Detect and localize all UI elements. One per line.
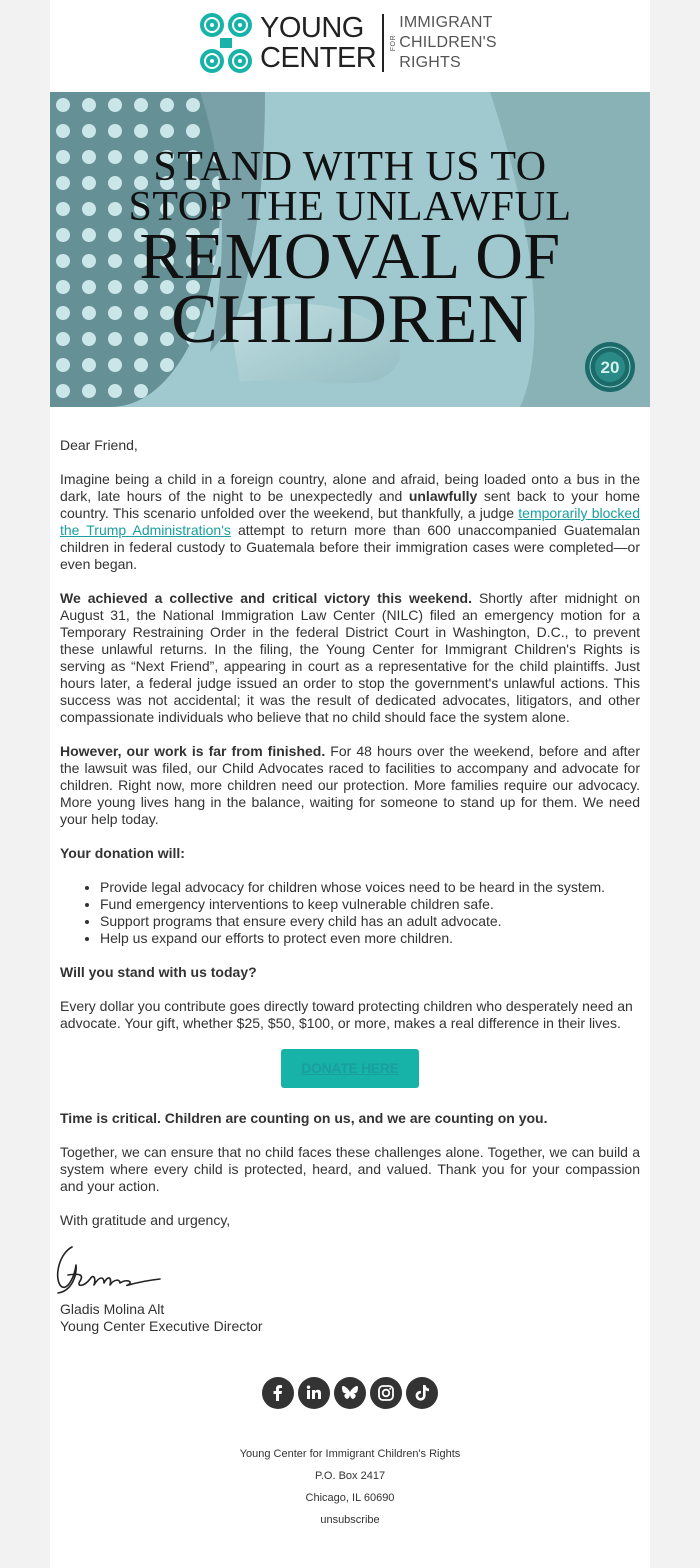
anniversary-seal-icon xyxy=(584,341,636,393)
bluesky-icon xyxy=(340,1383,360,1403)
p3-bold: However, our work is far from finished. xyxy=(60,743,326,759)
logo-name-line1: YOUNG xyxy=(260,12,364,44)
letter-content xyxy=(60,437,640,1335)
p3-text: For 48 hours over the weekend, before and after the lawsuit was filed, our Child Advocates raced to facilities to accompany and advocate for children. Right now, more children need our protection. More families require our advocacy. More young lives hang in the balance, waiting for someone to stand up for them. We need your help today. xyxy=(60,743,640,827)
instagram-icon xyxy=(376,1383,396,1403)
hero-banner[interactable] xyxy=(50,92,650,407)
critical-text: Time is critical. Children are counting on us, and we are counting on you. xyxy=(60,1110,548,1126)
paragraph-work xyxy=(60,743,640,828)
donation-heading xyxy=(60,845,640,862)
young-center-logo[interactable] xyxy=(198,10,497,76)
paragraph-intro xyxy=(60,471,640,573)
logo-for: FOR xyxy=(390,34,398,52)
list-item: • Fund emergency interventions to keep vulnerable children safe. xyxy=(100,896,640,913)
p2-text: Shortly after midnight on August 31, the National Immigration Law Center (NILC) filed an emergency motion for a Temporary Restraining Order in the federal District Court in Washington, D.C., to prevent these unlawful returns. In the filing, the Young Center for Immigrant Children's Rights is serving as “Next Friend”, appearing in court as a representative for the child plaintiffs. Just hours later, a federal judge issued an order to stop the government's unlawful actions. This success was not accidental; it was the result of dedicated advocates, litigators, and other compassionate individuals who believe that no child should face the system alone. xyxy=(60,590,640,725)
p1-text-b: sent back to your home country. This scenario unfolded over the weekend, but thankfully, a judge xyxy=(60,488,640,521)
hero-line-4: CHILDREN xyxy=(171,281,529,358)
tiktok-icon xyxy=(412,1383,432,1403)
donation-list xyxy=(100,879,640,947)
logo-divider xyxy=(382,14,384,72)
linkedin-icon xyxy=(304,1383,324,1403)
instagram-link[interactable] xyxy=(370,1377,402,1409)
donation-heading-text: Your donation will: xyxy=(60,845,185,861)
paragraph-together: Together, we can ensure that no child faces these challenges alone. Together, we can build a system where every child is protected, heard, and valued. Thank you for your compassion and your action. xyxy=(60,1144,640,1194)
footer-city: Chicago, IL 60690 xyxy=(305,1492,395,1504)
court-ruling-link[interactable]: temporarily blocked the Trump Administration's xyxy=(60,505,640,538)
social-links xyxy=(50,1377,650,1409)
p1-text-c: attempt to return more than 600 unaccompanied Guatemalan children in federal custody to Guatemala before their immigration cases were completed—or even began. xyxy=(60,522,640,572)
logo-wordmark xyxy=(260,13,376,73)
footer-po-box: P.O. Box 2417 xyxy=(314,1470,386,1482)
list-item: • Help us expand our efforts to protect even more children. xyxy=(100,930,640,947)
linkedin-link[interactable] xyxy=(298,1377,330,1409)
signer-name: Gladis Molina Alt xyxy=(60,1301,165,1317)
hero-line-2: STOP THE UNLAWFUL xyxy=(128,184,572,230)
stand-heading-text: Will you stand with us today? xyxy=(60,964,257,980)
critical-statement xyxy=(60,1110,640,1127)
facebook-icon xyxy=(268,1383,288,1403)
seal-number: 20 xyxy=(600,358,620,377)
logo-sub-line3: RIGHTS xyxy=(399,54,461,71)
footer-org: Young Center for Immigrant Children's Rights xyxy=(239,1448,461,1460)
list-item: • Provide legal advocacy for children whose voices need to be heard in the system. xyxy=(100,879,640,896)
hero-headline xyxy=(50,144,650,358)
paragraph-victory xyxy=(60,590,640,726)
logo-name-line2: CENTER xyxy=(260,42,377,74)
footer xyxy=(50,1443,650,1531)
email-body xyxy=(50,0,650,1568)
tiktok-link[interactable] xyxy=(406,1377,438,1409)
p1-text-a: Imagine being a child in a foreign country, alone and afraid, being loaded onto a bus in the dark, late hours of the night to be unexpectedly and xyxy=(60,471,640,504)
p2-bold: We achieved a collective and critical victory this weekend. xyxy=(60,590,472,606)
signer-title: Young Center Executive Director xyxy=(60,1318,263,1334)
donate-wrap xyxy=(60,1049,640,1088)
paragraph-gift: Every dollar you contribute goes directly toward protecting children who desperately need an advocate. Your gift, whether $25, $50, $100, or more, makes a real difference in their lives. xyxy=(60,998,633,1031)
bluesky-link[interactable] xyxy=(334,1377,366,1409)
facebook-link[interactable] xyxy=(262,1377,294,1409)
logo-subtitle xyxy=(399,13,497,73)
logo-sub-line1: IMMIGRANT xyxy=(399,14,493,31)
p1-bold: unlawfully xyxy=(408,488,478,504)
hero-line-3: REMOVAL OF xyxy=(139,220,561,293)
donate-button[interactable]: DONATE HERE xyxy=(281,1049,419,1088)
closing: With gratitude and urgency, xyxy=(60,1212,231,1228)
unsubscribe-link[interactable]: unsubscribe xyxy=(320,1514,380,1526)
logo-sub-line2: CHILDREN'S xyxy=(399,34,497,51)
greeting: Dear Friend, xyxy=(60,437,138,453)
hero-line-1: STAND WITH US TO xyxy=(153,144,547,190)
logo-spiral-icon xyxy=(198,11,254,75)
signature-image xyxy=(50,1235,175,1297)
list-item: • Support programs that ensure every child has an adult advocate. xyxy=(100,913,640,930)
stand-heading xyxy=(60,964,640,981)
